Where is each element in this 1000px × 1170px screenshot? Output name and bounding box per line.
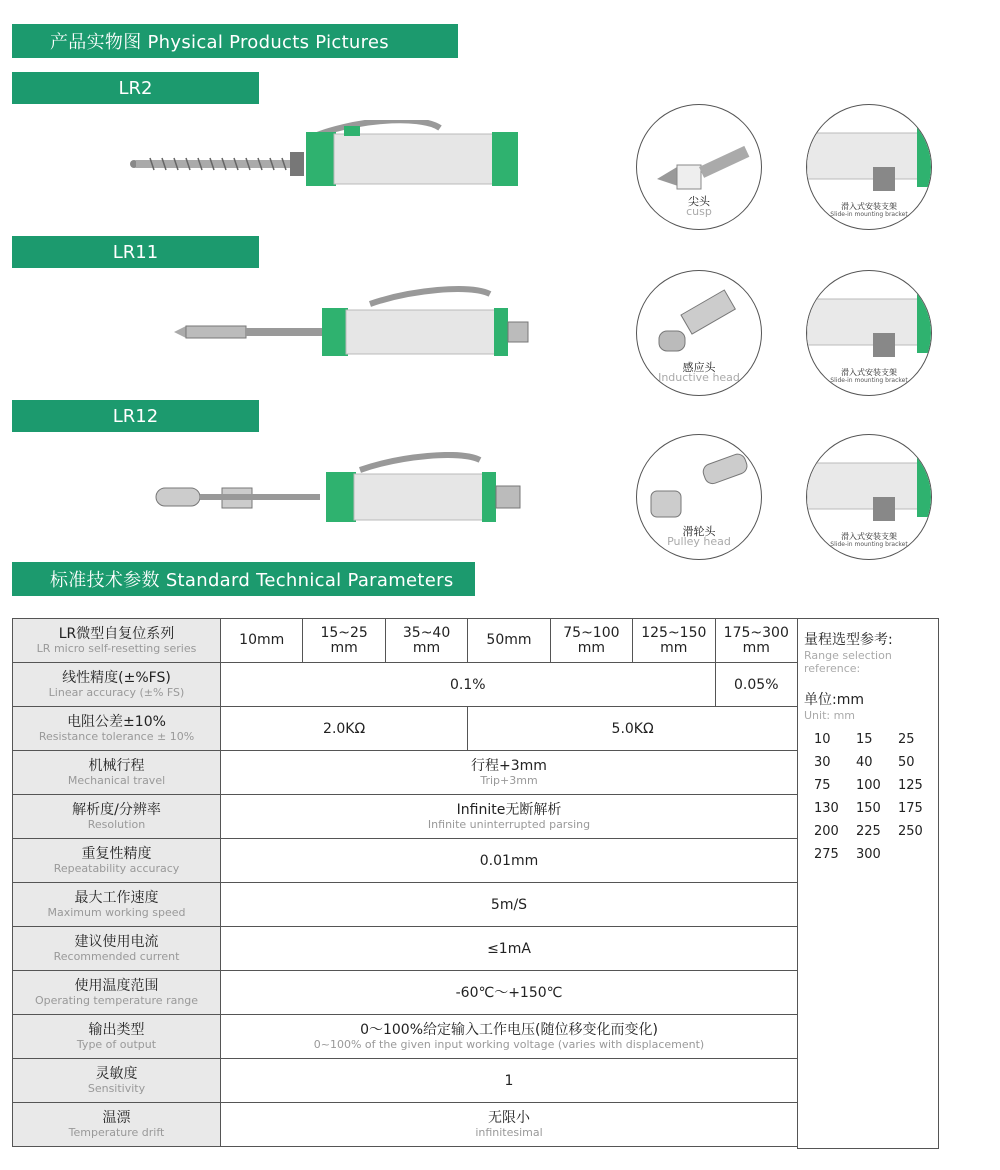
tip-label-cn: 尖头 <box>688 195 710 208</box>
mount-label-en: Slide-in mounting bracket <box>830 541 908 548</box>
range-header: 75~100 mm <box>563 624 620 656</box>
row-label-en: Type of output <box>76 1038 157 1051</box>
row-label-cell <box>13 883 221 927</box>
range-header-cell <box>468 619 550 663</box>
table-row <box>13 971 798 1015</box>
row-value-en: infinitesimal <box>475 1126 543 1139</box>
mount-label-cn: 滑入式安装支架 <box>841 532 897 541</box>
row-label-en: Operating temperature range <box>34 994 199 1007</box>
range-header: 50mm <box>486 632 532 648</box>
row-value-cell <box>221 1059 798 1103</box>
range-value: 10 <box>814 732 831 747</box>
model-banner-lr11 <box>12 236 259 268</box>
row-label-cell <box>13 927 221 971</box>
range-header-cell <box>715 619 797 663</box>
row-label-cell <box>13 795 221 839</box>
row-value-cell <box>221 707 468 751</box>
range-panel-unit: 单位:mm <box>804 692 864 708</box>
table-row <box>13 751 798 795</box>
row-label-cell <box>13 971 221 1015</box>
range-value: 50 <box>898 755 915 770</box>
range-value: 30 <box>814 755 831 770</box>
range-panel-title: 量程选型参考: <box>804 632 893 648</box>
row-label-cn: 温漂 <box>102 1110 131 1126</box>
range-header: 35~40 mm <box>402 624 451 656</box>
tip-label-en: Inductive head <box>658 371 740 384</box>
row-value-cell <box>221 927 798 971</box>
lr2-product-image <box>120 120 540 200</box>
series-cell <box>13 619 221 663</box>
model-name: LR2 <box>118 77 153 99</box>
products-section-title <box>12 24 458 58</box>
row-label-cell <box>13 663 221 707</box>
row-label-en: Maximum working speed <box>47 906 186 919</box>
row-label-cn: 机械行程 <box>88 758 145 774</box>
table-row <box>13 883 798 927</box>
model-banner-lr12 <box>12 400 259 432</box>
tip-detail-circle-lr12 <box>636 434 762 560</box>
range-header: 15~25 mm <box>320 624 368 656</box>
range-header: 10mm <box>239 632 285 648</box>
range-value: 125 <box>898 778 923 793</box>
row-value-en: Infinite uninterrupted parsing <box>427 818 591 831</box>
row-value-cell <box>221 663 716 707</box>
range-value: 25 <box>898 732 915 747</box>
params-section-title <box>12 562 475 596</box>
row-label-en: Linear accuracy (±% FS) <box>48 686 185 699</box>
range-value: 75 <box>814 778 831 793</box>
mount-label-cn: 滑入式安装支架 <box>841 368 897 377</box>
range-value: 15 <box>856 732 873 747</box>
row-label-cn: 电阻公差±10% <box>67 714 166 730</box>
tip-label-cn: 感应头 <box>682 361 716 374</box>
row-label-cn: 重复性精度 <box>81 846 152 862</box>
model-name: LR11 <box>112 241 159 263</box>
row-value: 1 <box>504 1072 514 1089</box>
row-label-cn: 线性精度(±%FS) <box>62 670 171 686</box>
row-label-cn: 解析度/分辨率 <box>72 802 161 818</box>
series-label-cn: LR微型自复位系列 <box>58 626 175 642</box>
row-value-cell <box>468 707 798 751</box>
range-value: 100 <box>856 778 881 793</box>
row-value: 0.1% <box>449 676 486 693</box>
range-panel-unit-en: Unit: mm <box>804 709 856 722</box>
row-label-en: Resolution <box>87 818 146 831</box>
row-value: -60℃～+150℃ <box>455 984 563 1001</box>
range-header-cell <box>385 619 467 663</box>
table-row <box>13 1103 798 1147</box>
row-label-en: Recommended current <box>53 950 180 963</box>
row-value: 2.0KΩ <box>323 720 366 737</box>
row-label-en: Repeatability accuracy <box>53 862 180 875</box>
range-header-cell <box>303 619 385 663</box>
range-header: 175~300 mm <box>723 624 789 656</box>
row-value: 0.05% <box>734 676 779 693</box>
range-value: 175 <box>898 801 923 816</box>
range-value: 200 <box>814 824 839 839</box>
row-label-en: Temperature drift <box>68 1126 165 1139</box>
mount-detail-circle-lr2 <box>806 104 932 230</box>
table-row <box>13 927 798 971</box>
tip-label-cn: 滑轮头 <box>682 525 716 538</box>
row-value: Infinite无断解析 <box>456 802 562 818</box>
range-value: 250 <box>898 824 923 839</box>
table-row <box>13 839 798 883</box>
row-value: ≤1mA <box>487 940 531 957</box>
tip-label-en: cusp <box>686 205 712 218</box>
mount-label-cn: 滑入式安装支架 <box>841 202 897 211</box>
row-value-cell <box>221 795 798 839</box>
range-value: 130 <box>814 801 839 816</box>
row-label-cell <box>13 707 221 751</box>
mount-detail-circle-lr11 <box>806 270 932 396</box>
model-banner-lr2 <box>12 72 259 104</box>
row-value-cell <box>221 751 798 795</box>
table-row <box>13 1059 798 1103</box>
row-value: 5m/S <box>490 896 528 913</box>
range-selection-panel <box>797 618 939 1149</box>
mount-detail-circle-lr12 <box>806 434 932 560</box>
row-label-en: Sensitivity <box>87 1082 146 1095</box>
row-label-en: Resistance tolerance ± 10% <box>38 730 195 743</box>
series-label-en: LR micro self-resetting series <box>36 642 197 655</box>
params-section-title-text: 标准技术参数 Standard Technical Parameters <box>50 570 454 591</box>
lr12-product-image <box>150 452 540 532</box>
table-row <box>13 663 798 707</box>
range-header: 125~150 mm <box>641 624 707 656</box>
tip-detail-circle-lr11 <box>636 270 762 396</box>
row-label-en: Mechanical travel <box>67 774 166 787</box>
row-label-cell <box>13 751 221 795</box>
range-value: 275 <box>814 847 839 862</box>
row-value-cell <box>221 1015 798 1059</box>
range-panel-subtitle: Range selection reference: <box>804 649 892 675</box>
table-row <box>13 795 798 839</box>
range-header-cell <box>221 619 303 663</box>
mount-label-en: Slide-in mounting bracket <box>830 211 908 218</box>
table-header-row <box>13 619 798 663</box>
range-value: 150 <box>856 801 881 816</box>
row-value-cell <box>221 971 798 1015</box>
table-row <box>13 707 798 751</box>
products-section-title-text: 产品实物图 Physical Products Pictures <box>50 32 389 53</box>
row-value: 无限小 <box>488 1110 530 1126</box>
row-label-cn: 使用温度范围 <box>74 978 159 994</box>
range-values-grid <box>804 730 932 864</box>
row-label-cn: 输出类型 <box>88 1022 145 1038</box>
row-label-cell <box>13 1015 221 1059</box>
row-value-cell <box>221 1103 798 1147</box>
table-row <box>13 1015 798 1059</box>
row-value-cell <box>715 663 797 707</box>
model-name: LR12 <box>112 405 159 427</box>
row-value-cell <box>221 883 798 927</box>
params-table <box>12 618 798 1147</box>
row-value: 0.01mm <box>479 852 539 869</box>
row-value-cell <box>221 839 798 883</box>
row-value: 5.0KΩ <box>611 720 654 737</box>
range-value: 225 <box>856 824 881 839</box>
tip-label-en: Pulley head <box>667 535 731 548</box>
row-value-en: 0~100% of the given input working voltage (varies with displacement) <box>313 1038 705 1051</box>
range-header-cell <box>633 619 715 663</box>
row-value: 行程+3mm <box>471 758 547 774</box>
row-value-en: Trip+3mm <box>480 774 538 787</box>
row-label-cn: 灵敏度 <box>95 1066 138 1082</box>
tip-detail-circle-lr2 <box>636 104 762 230</box>
range-header-cell <box>550 619 632 663</box>
row-label-cn: 最大工作速度 <box>74 890 159 906</box>
range-value: 40 <box>856 755 873 770</box>
range-value: 300 <box>856 847 881 862</box>
row-label-cn: 建议使用电流 <box>74 934 159 950</box>
row-label-cell <box>13 839 221 883</box>
row-value: 0～100%给定输入工作电压(随位移变化而变化) <box>360 1022 658 1038</box>
lr11-product-image <box>170 284 540 364</box>
row-label-cell <box>13 1103 221 1147</box>
row-label-cell <box>13 1059 221 1103</box>
mount-label-en: Slide-in mounting bracket <box>830 377 908 384</box>
